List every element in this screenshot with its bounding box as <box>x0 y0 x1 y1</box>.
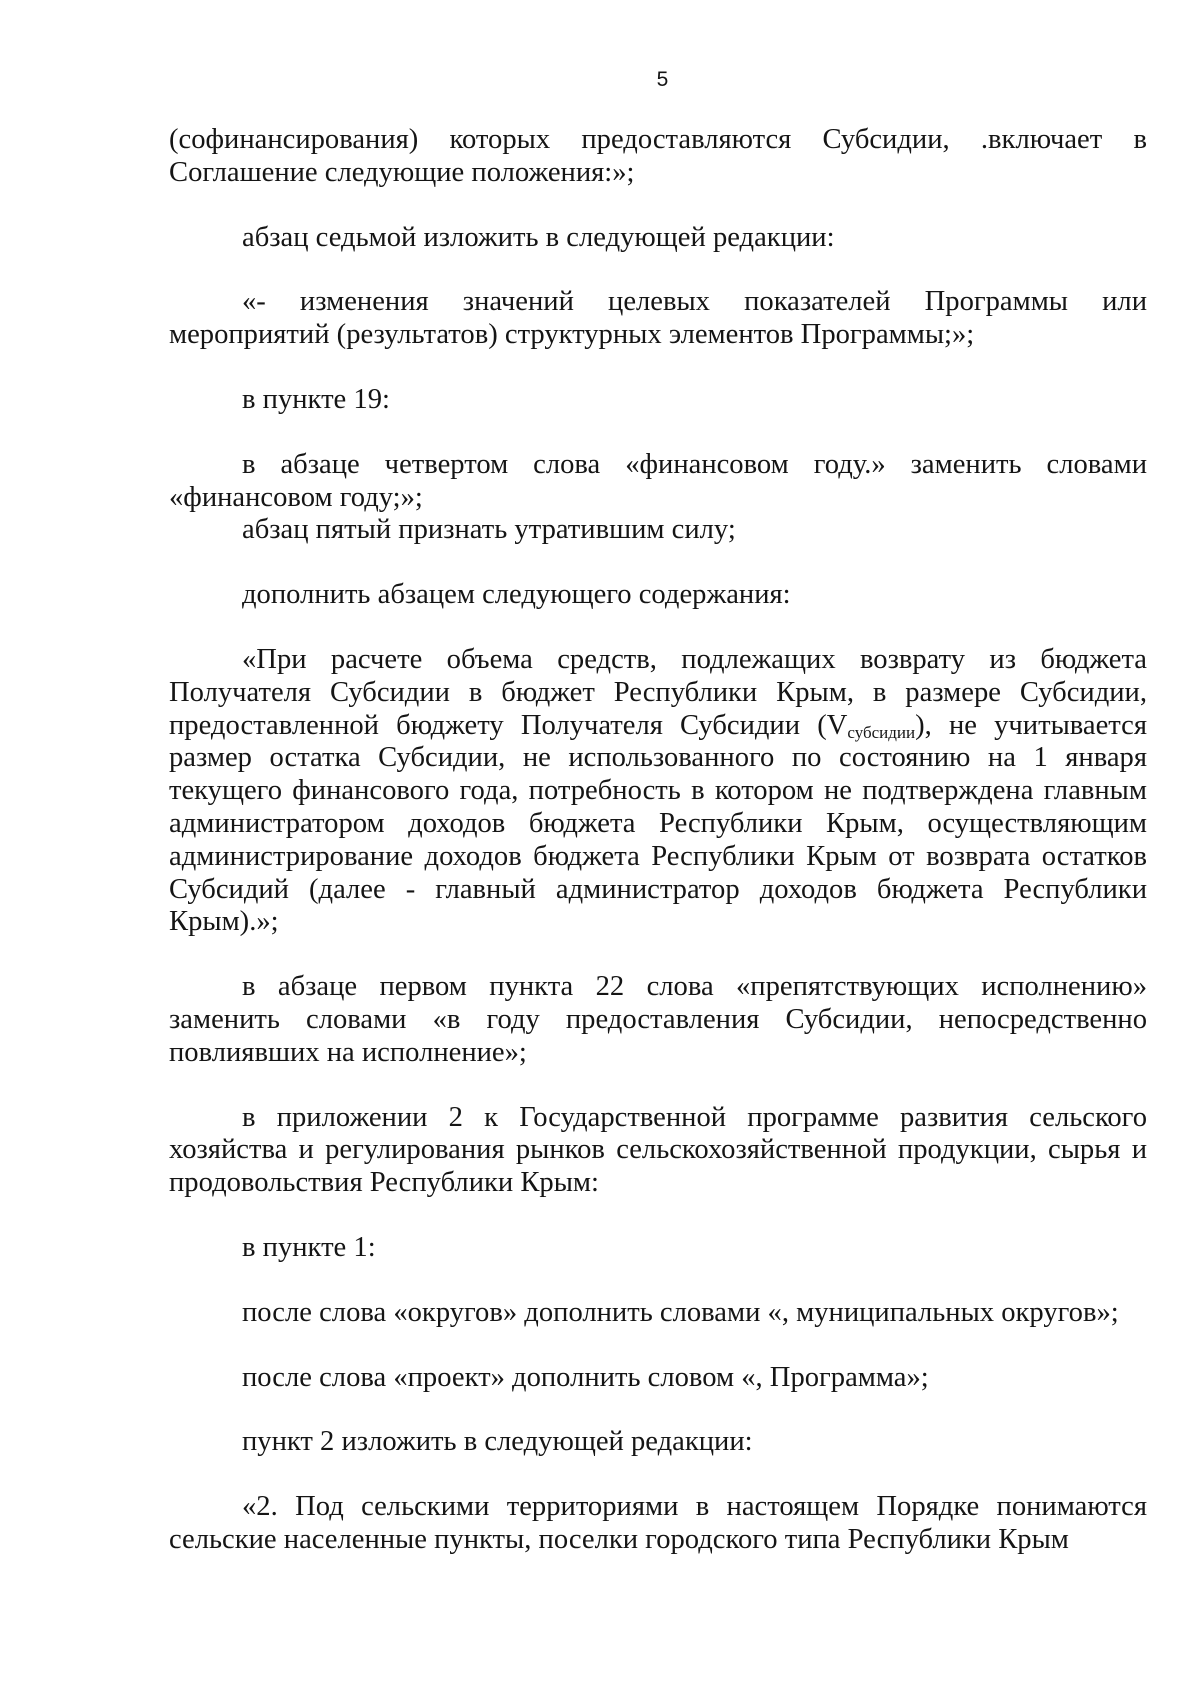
paragraph-13: после слова «проект» дополнить словом «, Программа»; <box>242 1361 929 1393</box>
paragraph-10: в приложении 2 к Государственной программе развития сельского хозяйства и регулирования рынков сельскохозяйственной продукции, сырья и продовольствия Республики Крым: <box>169 1101 1147 1199</box>
paragraph-8 <box>169 644 1147 939</box>
paragraph-15: «2. Под сельскими территориями в настоящем Порядке понимаются сельские населенные пункты, поселки городского типа Республики Крым <box>169 1491 1147 1555</box>
paragraph-3: «- изменения значений целевых показателей Программы или мероприятий (результатов) структурных элементов Программы;»; <box>169 286 1147 351</box>
paragraph-4: в пункте 19: <box>242 383 390 415</box>
paragraph-8-text-start: «При расчете объема средств, подлежащих возврату из бюджета Получателя Субсидии в бюджет Республики Крым, в размере Субсидии, предоставленной бюджету Получателя Субсидии (V <box>169 643 1147 741</box>
paragraph-12: после слова «округов» дополнить словами «, муниципальных округов»; <box>242 1296 1119 1328</box>
paragraph-14: пункт 2 изложить в следующей редакции: <box>242 1426 753 1458</box>
page-number: 5 <box>656 68 669 91</box>
paragraph-6: абзац пятый признать утратившим силу; <box>242 514 736 546</box>
paragraph-8-subscript: субсидии <box>847 722 916 742</box>
paragraph-7: дополнить абзацем следующего содержания: <box>242 579 791 611</box>
paragraph-5: в абзаце четвертом слова «финансовом году.» заменить словами «финансовом году;»; <box>169 448 1147 513</box>
paragraph-11: в пункте 1: <box>242 1231 376 1263</box>
paragraph-1: (софинансирования) которых предоставляются Субсидии, .включает в Соглашение следующие положения:»; <box>169 124 1147 188</box>
paragraph-2: абзац седьмой изложить в следующей редакции: <box>242 221 835 253</box>
document-body <box>169 124 1147 1557</box>
paragraph-8-text-end: ), не учитывается размер остатка Субсидии, не использованного по состоянию на 1 января текущего финансового года, потребность в котором не подтверждена главным администратором доходов бюджета Республики Крым, осуществляющим администрирование доходов бюджета Республики Крым от возврата остатков Субсидий (далее - главный администратор доходов бюджета Республики Крым).»; <box>169 709 1147 938</box>
paragraph-9: в абзаце первом пункта 22 слова «препятствующих исполнению» заменить словами «в году предоставления Субсидии, непосредственно повлиявших на исполнение»; <box>169 971 1147 1068</box>
